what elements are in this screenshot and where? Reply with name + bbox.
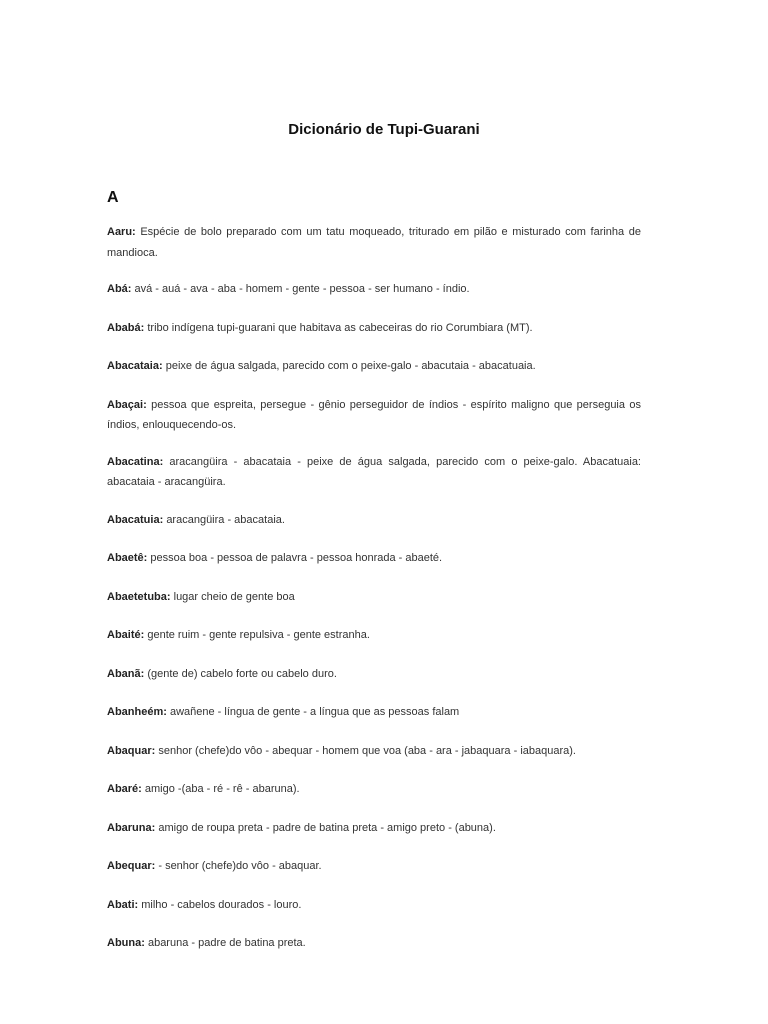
- entry-definition: avá - auá - ava - aba - homem - gente - pessoa - ser humano - índio.: [134, 283, 470, 295]
- entry-term: Abanã:: [107, 667, 145, 680]
- dictionary-entry: [107, 779, 641, 800]
- entry-definition: senhor (chefe)do vôo - abequar - homem que voa (aba - ara - jabaquara - iabaquara).: [158, 744, 576, 757]
- entry-definition: (gente de) cabelo forte ou cabelo duro.: [147, 667, 337, 680]
- dictionary-entry: [107, 510, 641, 531]
- entry-definition: pessoa que espreita, persegue - gênio perseguidor de índios - espírito maligno que perseguia os índios, enlouquecendo-os.: [107, 398, 641, 431]
- dictionary-entry: [107, 318, 641, 339]
- entry-term: Abaruna:: [107, 821, 156, 834]
- entry-definition: gente ruim - gente repulsiva - gente estranha.: [147, 629, 370, 641]
- dictionary-entry: [107, 702, 641, 723]
- dictionary-entry: [107, 625, 641, 646]
- dictionary-entry: [107, 279, 641, 300]
- entry-definition: - senhor (chefe)do vôo - abaquar.: [158, 860, 322, 872]
- dictionary-entry: [107, 933, 641, 954]
- entry-term: Abati:: [107, 898, 139, 911]
- dictionary-entry: [107, 664, 641, 685]
- entry-term: Abá:: [107, 283, 132, 295]
- entry-definition: peixe de água salgada, parecido com o peixe-galo - abacutaia - abacatuaia.: [165, 360, 536, 372]
- dictionary-entry: [107, 548, 641, 569]
- dictionary-entry: [107, 818, 641, 839]
- entry-definition: tribo indígena tupi-guarani que habitava as cabeceiras do rio Corumbiara (MT).: [147, 321, 533, 334]
- entry-term: Abaquar:: [107, 744, 156, 757]
- entry-term: Abaré:: [107, 783, 142, 795]
- entry-term: Abanheém:: [107, 706, 167, 718]
- entry-term: Abacataia:: [107, 360, 163, 372]
- entry-term: Ababá:: [107, 321, 145, 334]
- entry-definition: awañene - língua de gente - a língua que as pessoas falam: [169, 706, 460, 718]
- entry-term: Abaçai:: [107, 398, 147, 411]
- entry-term: Abuna:: [107, 937, 145, 949]
- entry-term: Aaru:: [107, 226, 136, 238]
- dictionary-entry: [107, 587, 641, 608]
- entry-definition: aracangüira - abacataia - peixe de água salgada, parecido com o peixe-galo. Abacatuaia: abacataia - aracangüira.: [107, 455, 641, 488]
- section-heading-a: A: [107, 189, 119, 206]
- entry-definition: pessoa boa - pessoa de palavra - pessoa honrada - abaeté.: [150, 552, 443, 564]
- entry-term: Abaetê:: [107, 552, 148, 564]
- entry-definition: amigo -(aba - ré - rê - abaruna).: [144, 783, 300, 795]
- entry-definition: abaruna - padre de batina preta.: [147, 937, 306, 949]
- entry-term: Abaité:: [107, 629, 145, 641]
- dictionary-entry: [107, 856, 641, 877]
- dictionary-entry: [107, 452, 641, 493]
- dictionary-entry: [107, 222, 641, 263]
- dictionary-entry: [107, 395, 641, 436]
- entry-definition: aracangüira - abacataia.: [166, 513, 285, 526]
- entry-term: Abequar:: [107, 860, 156, 872]
- document-title: Dicionário de Tupi-Guarani: [288, 121, 480, 138]
- entry-definition: lugar cheio de gente boa: [173, 590, 295, 603]
- entry-list: [107, 222, 641, 954]
- entry-definition: milho - cabelos dourados - louro.: [141, 898, 302, 911]
- dictionary-entry: [107, 356, 641, 377]
- dictionary-entry: [107, 895, 641, 916]
- entry-term: Abacatuia:: [107, 513, 164, 526]
- entry-definition: Espécie de bolo preparado com um tatu moqueado, triturado em pilão e misturado com farinha de mandioca.: [107, 226, 641, 259]
- dictionary-entry: [107, 741, 641, 762]
- entry-term: Abaetetuba:: [107, 590, 171, 603]
- entry-term: Abacatina:: [107, 455, 164, 468]
- entry-definition: amigo de roupa preta - padre de batina preta - amigo preto - (abuna).: [158, 821, 496, 834]
